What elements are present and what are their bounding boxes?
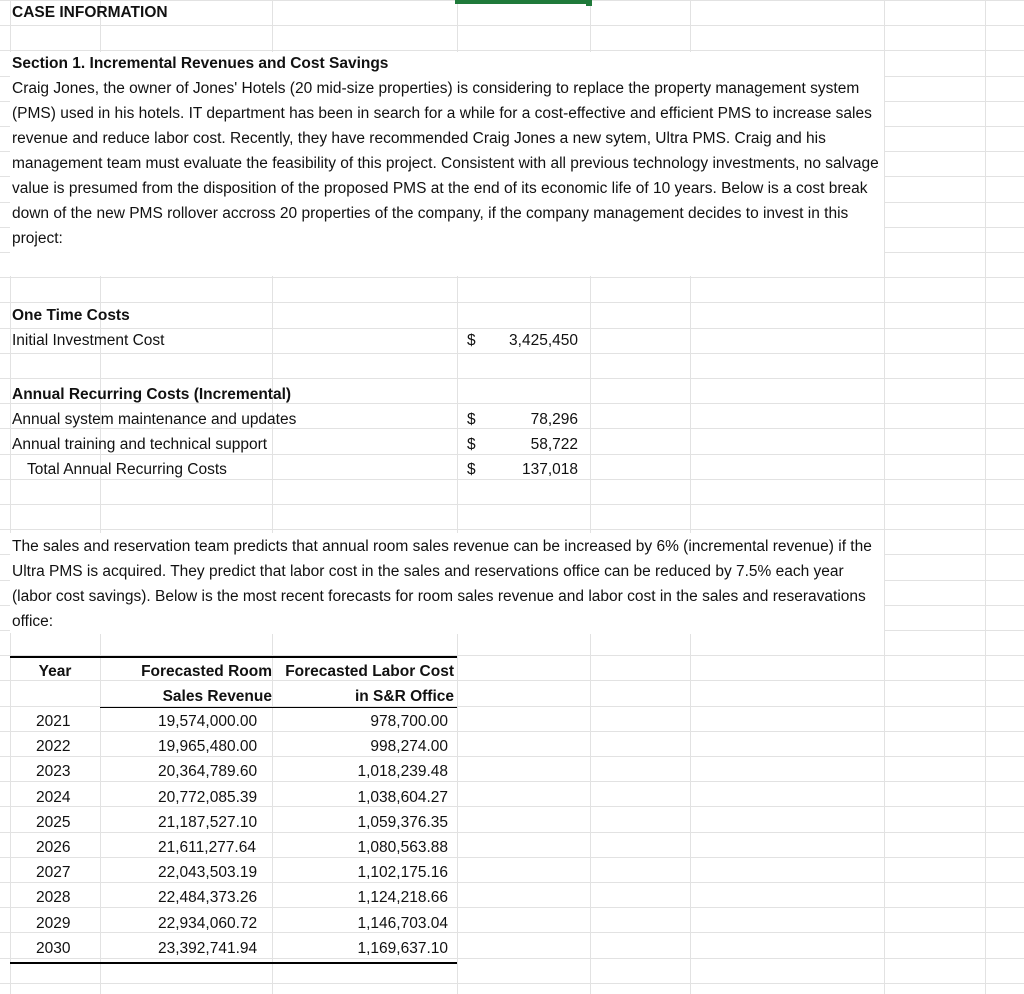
labor-cell[interactable]: 1,124,218.66: [357, 889, 448, 906]
labor-header-underline: [272, 707, 457, 708]
forecast-paragraph[interactable]: The sales and reservation team predicts that annual room sales revenue can be increased by 6% (incremental revenue) if the Ultra PMS is acquired. They predict that labor cost in the sales and reservations office can be reduced by 7.5% each year (labor cost savings). Below is the most recent forecasts for room sales revenue and labor cost in the sales and reseravations office:: [12, 534, 884, 634]
year-header[interactable]: Year: [38, 663, 72, 680]
year-cell[interactable]: 2023: [36, 763, 71, 780]
year-cell[interactable]: 2030: [36, 940, 71, 957]
recurring-item-currency: $: [467, 411, 476, 428]
revenue-header-underline: [100, 707, 272, 708]
revenue-cell[interactable]: 22,043,503.19: [158, 864, 258, 881]
table-row: [0, 709, 460, 734]
recurring-heading[interactable]: Annual Recurring Costs (Incremental): [12, 386, 292, 403]
year-cell[interactable]: 2024: [36, 789, 71, 806]
revenue-cell[interactable]: 20,772,085.39: [158, 789, 258, 806]
year-cell[interactable]: 2021: [36, 713, 71, 730]
year-cell[interactable]: 2029: [36, 915, 71, 932]
labor-cell[interactable]: 1,080,563.88: [357, 839, 448, 856]
recurring-item-currency: $: [467, 436, 476, 453]
table-bottom-border: [10, 962, 457, 964]
revenue-cell[interactable]: 20,364,789.60: [158, 763, 258, 780]
table-row: [0, 860, 460, 885]
table-row: [0, 835, 460, 860]
one-time-heading[interactable]: One Time Costs: [12, 307, 130, 324]
labor-cell[interactable]: 1,018,239.48: [357, 763, 448, 780]
table-top-border: [10, 656, 457, 658]
table-row: [0, 936, 460, 961]
table-row: [0, 734, 460, 759]
labor-header[interactable]: Forecasted Labor Cost: [285, 663, 454, 680]
recurring-item-label[interactable]: Annual system maintenance and updates: [12, 411, 297, 428]
year-cell[interactable]: 2028: [36, 889, 71, 906]
revenue-cell[interactable]: 22,934,060.72: [158, 915, 258, 932]
recurring-total-currency: $: [467, 461, 476, 478]
section1-paragraph[interactable]: Craig Jones, the owner of Jones' Hotels (20 mid-size properties) is considering to replace the property management system (PMS) used in his hotels. IT department has been in search for a while for a cost-effective and efficient PMS to increase sales revenue and reduce labor cost. Recently, they have recommended Craig Jones a new sytem, Ultra PMS. Craig and his management team must evaluate the feasibility of this project. Consistent with all previous technology investments, no salvage value is presumed from the disposition of the proposed PMS at the end of its economic life of 10 years. Below is a cost break down of the new PMS rollover accross 20 properties of the company, if the company management decides to invest in this project:: [12, 76, 884, 251]
labor-header-line2[interactable]: in S&R Office: [354, 688, 454, 705]
labor-cell[interactable]: 1,038,604.27: [357, 789, 448, 806]
section1-heading[interactable]: Section 1. Incremental Revenues and Cost Savings: [12, 55, 389, 72]
revenue-cell[interactable]: 21,611,277.64: [158, 839, 256, 856]
year-cell[interactable]: 2027: [36, 864, 71, 881]
labor-cell[interactable]: 998,274.00: [370, 738, 448, 755]
year-cell[interactable]: 2022: [36, 738, 71, 755]
initial-investment-currency: $: [467, 332, 476, 349]
labor-cell[interactable]: 1,146,703.04: [357, 915, 448, 932]
revenue-header[interactable]: Forecasted Room: [141, 663, 272, 680]
revenue-cell[interactable]: 23,392,741.94: [158, 940, 258, 957]
recurring-total-value[interactable]: 137,018: [521, 461, 578, 478]
initial-investment-label[interactable]: Initial Investment Cost: [12, 332, 165, 349]
table-row: [0, 885, 460, 910]
labor-cell[interactable]: 1,102,175.16: [357, 864, 448, 881]
recurring-item-value[interactable]: 58,722: [530, 436, 578, 453]
revenue-header-line2[interactable]: Sales Revenue: [162, 688, 272, 705]
year-cell[interactable]: 2025: [36, 814, 71, 831]
table-row: [0, 759, 460, 784]
revenue-cell[interactable]: 19,574,000.00: [158, 713, 258, 730]
year-cell[interactable]: 2026: [36, 839, 71, 856]
labor-cell[interactable]: 978,700.00: [370, 713, 448, 730]
recurring-total-label[interactable]: Total Annual Recurring Costs: [27, 461, 227, 478]
revenue-cell[interactable]: 21,187,527.10: [158, 814, 258, 831]
table-row: [0, 785, 460, 810]
labor-cell[interactable]: 1,059,376.35: [357, 814, 448, 831]
labor-cell[interactable]: 1,169,637.10: [357, 940, 448, 957]
revenue-cell[interactable]: 19,965,480.00: [158, 738, 258, 755]
initial-investment-value[interactable]: 3,425,450: [509, 332, 578, 349]
revenue-cell[interactable]: 22,484,373.26: [158, 889, 258, 906]
recurring-item-value[interactable]: 78,296: [530, 411, 578, 428]
table-row: [0, 810, 460, 835]
table-row: [0, 911, 460, 936]
recurring-item-label[interactable]: Annual training and technical support: [12, 436, 268, 453]
case-title[interactable]: CASE INFORMATION: [12, 4, 168, 21]
